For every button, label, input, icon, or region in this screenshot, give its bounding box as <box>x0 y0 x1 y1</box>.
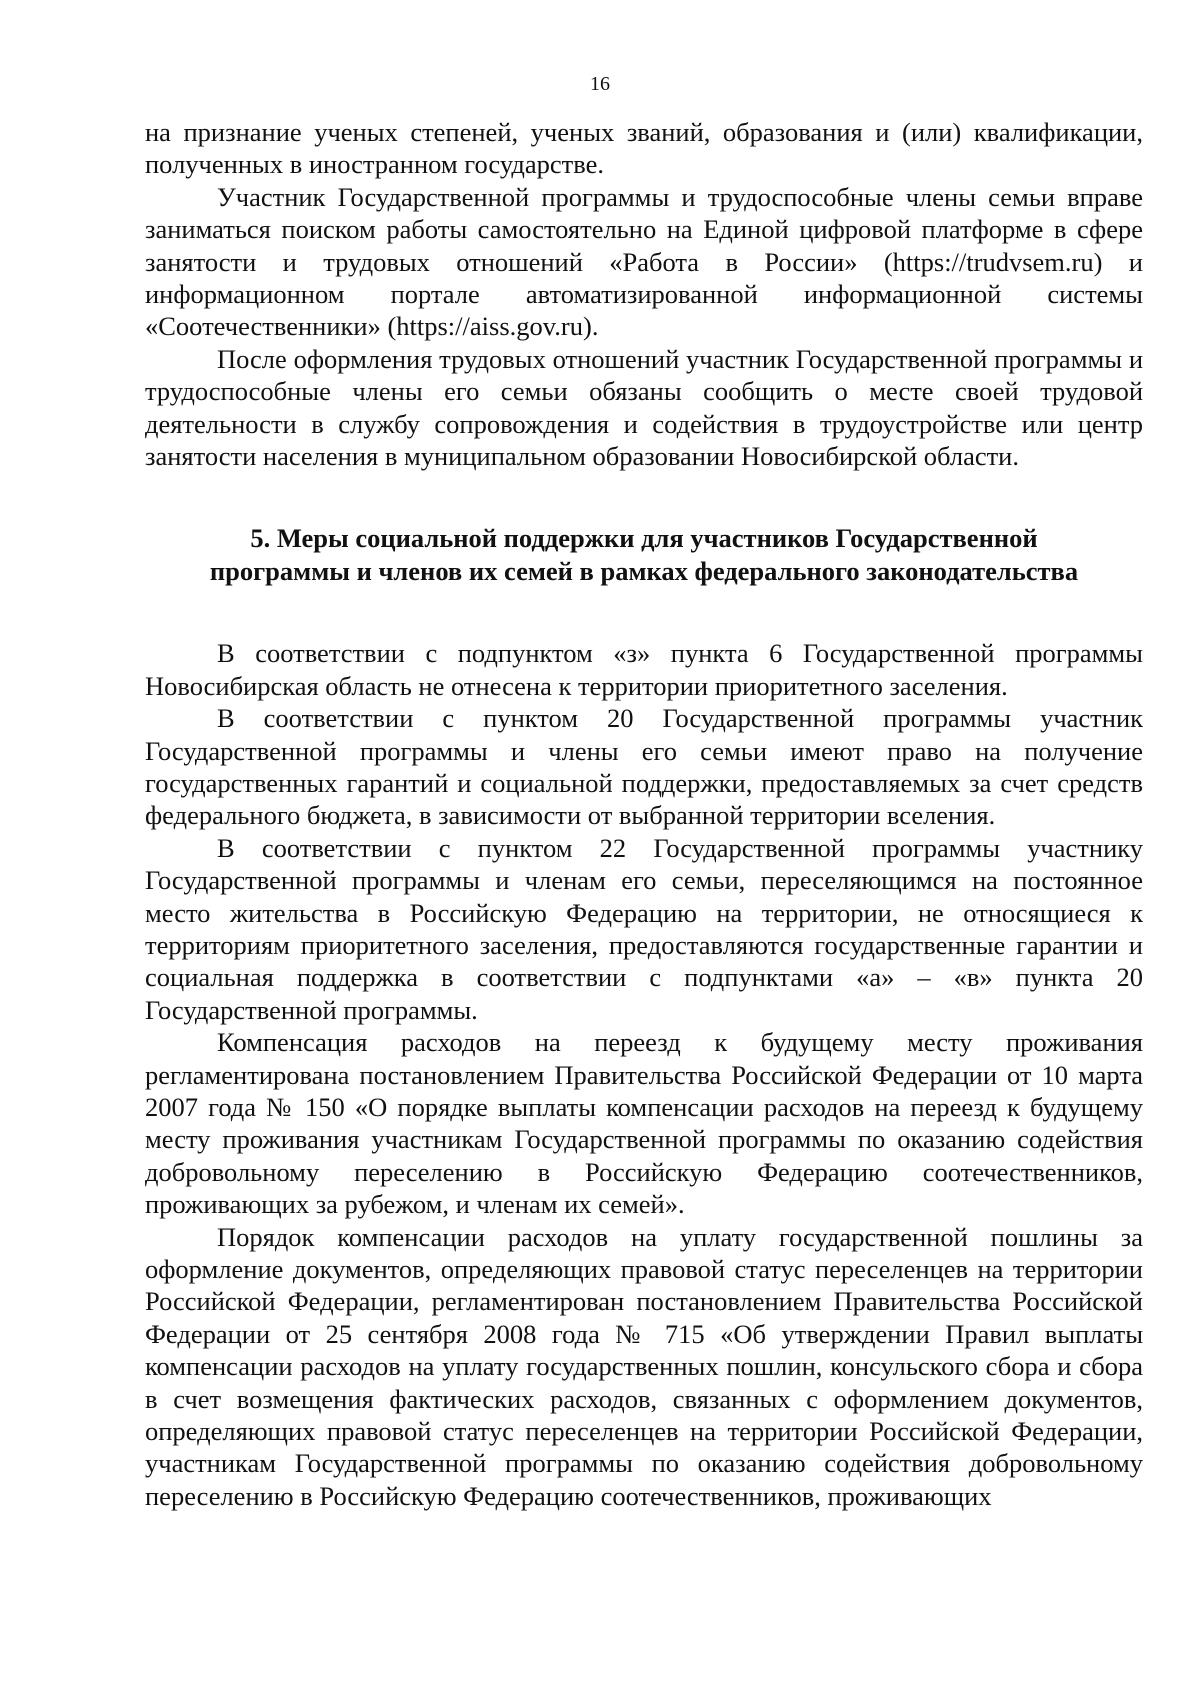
paragraph-employment-report: После оформления трудовых отношений участник Государственной программы и трудоспособные члены его семьи обязаны сообщить о месте своей трудовой деятельности в службу сопровождения и содействия в трудоустройстве или центр занятости населения в муниципальном образовании Новосибирской области. <box>145 343 1143 472</box>
page-number: 16 <box>590 73 610 95</box>
document-body <box>145 116 1143 1512</box>
section-heading <box>145 522 1143 587</box>
section-heading-line-2: программы и членов их семей в рамках федерального законодательства <box>209 555 1079 586</box>
paragraph-point-20: В соответствии с пунктом 20 Государственной программы участник Государственной программы и члены его семьи имеют право на получение государственных гарантий и социальной поддержки, предоставляемых за счет средств федерального бюджета, в зависимости от выбранной территории вселения. <box>145 703 1143 831</box>
paragraph-job-search: Участник Государственной программы и трудоспособные члены семьи вправе заниматься поиском работы самостоятельно на Единой цифровой платформе в сфере занятости и трудовых отношений «Работа в России» (https://trudvsem.ru) и информационном портале автоматизированной информационной системы «Соотечественники» (https://aiss.gov.ru). <box>145 181 1143 342</box>
paragraph-relocation-compensation: Компенсация расходов на переезд к будущему месту проживания регламентирована постановлением Правительства Российской Федерации от 10 марта 2007 года № 150 «О порядке выплаты компенсации расходов на переезд к будущему месту проживания участникам Государственной программы по оказанию содействия добровольному переселению в Российскую Федерацию соотечественников, проживающих за рубежом, и членам их семей». <box>145 1027 1143 1220</box>
paragraph-state-duty-compensation: Порядок компенсации расходов на уплату государственной пошлины за оформление документов, определяющих правовой статус переселенцев на территории Российской Федерации, регламентирован постановлением Правительства Российской Федерации от 25 сентября 2008 года № 715 «Об утверждении Правил выплаты компенсации расходов на уплату государственных пошлин, консульского сбора и сбора в счет возмещения фактических расходов, связанных с оформлением документов, определяющих правовой статус переселенцев на территории Российской Федерации, участникам Государственной программы по оказанию содействия добровольному переселению в Российскую Федерацию соотечественников, проживающих <box>145 1221 1143 1511</box>
paragraph-continuation: на признание ученых степеней, ученых званий, образования и (или) квалификации, полученных в иностранном государстве. <box>145 117 1143 180</box>
section-heading-line-1: 5. Меры социальной поддержки для участников Государственной <box>250 523 1038 554</box>
paragraph-point-22: В соответствии с пунктом 22 Государственной программы участнику Государственной программы и членам его семьи, переселяющимся на постоянное место жительства в Российскую Федерацию на территории, не относящиеся к территориям приоритетного заселения, предоставляются государственные гарантии и социальная поддержка в соответствии с подпунктами «а» – «в» пункта 20 Государственной программы. <box>145 832 1143 1025</box>
paragraph-priority-territory: В соответствии с подпунктом «з» пункта 6 Государственной программы Новосибирская область не отнесена к территории приоритетного заселения. <box>145 638 1143 701</box>
